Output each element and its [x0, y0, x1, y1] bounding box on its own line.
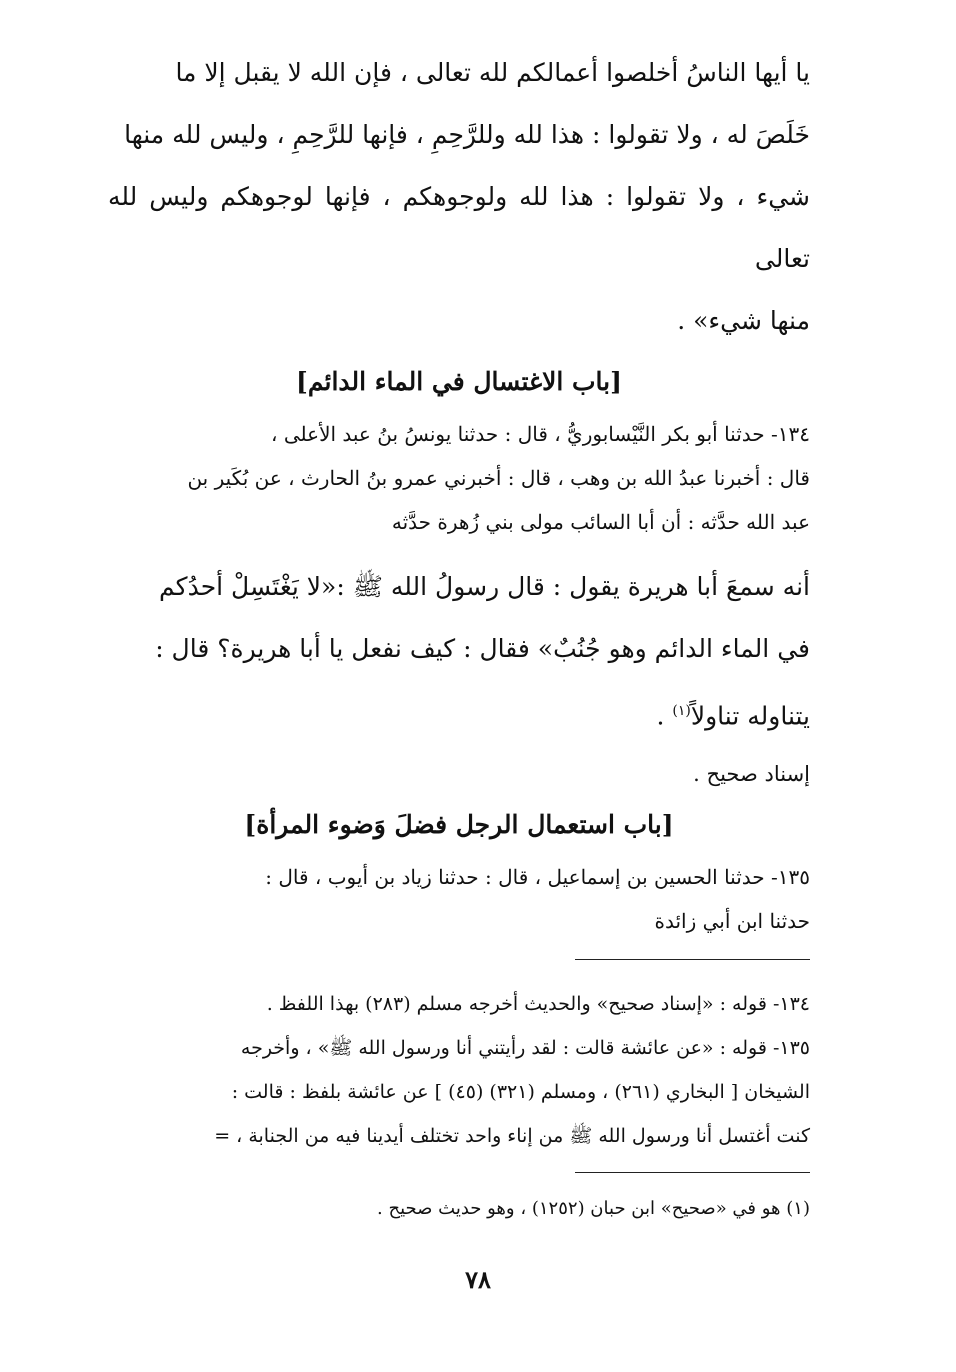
footnote-ref: (١) — [672, 703, 691, 719]
matn-134 — [108, 556, 810, 747]
text-line: ١٣٤- قوله : «إسناد صحيح» والحديث أخرجه مسلم (٢٨٣) بهذا اللفظ . — [266, 993, 810, 1016]
text-line: أنه سمعَ أبا هريرة يقول : قال رسولُ الله ﷺ :«لا يَغْتَسِلْ أحدُكم — [159, 572, 810, 601]
text-span: يتناوله تناولاً — [690, 701, 810, 731]
isnad-grade: إسناد صحيح . — [693, 762, 810, 787]
chapter-heading: [باب استعمال الرجل فضلَ وَضوء المرأة] — [244, 810, 674, 840]
page-number: ٧٨ — [465, 1265, 491, 1294]
isnad-134 — [108, 412, 810, 544]
text-line: ١٣٤- حدثنا أبو بكر النَّيْسابوريُّ ، قال : حدثنا يونسُ بنُ عبد الأعلى ، — [271, 422, 810, 446]
commentary-notes — [108, 982, 810, 1158]
text-line: شيء ، ولا تقولوا : هذا لله ولوجوهكم ، فإنها لوجوهكم وليس لله تعالى — [108, 182, 810, 273]
text-line: ١٣٥- قوله : «عن عائشة قالت : لقد رأيتني أنا ورسول الله ﷺ» ، وأخرجه — [240, 1037, 810, 1060]
text-line: قال : أخبرنا عبدُ الله بن وهب ، قال : أخبرني عمرو بنُ الحارث ، عن بُكَير بن — [187, 466, 810, 490]
separator-line — [575, 1172, 810, 1173]
text-line: حدثنا ابن أبي زائدة — [654, 909, 810, 934]
text-line — [108, 680, 810, 747]
text-line: خَلَصَ له ، ولا تقولوا : هذا لله وللرَّحِمِ ، فإنها للرَّحِمِ ، وليس لله منها — [124, 120, 810, 149]
text-line: الشيخان [ البخاري (٢٦١) ، ومسلم (٣٢١) (٤٥) ] عن عائشة بلفظ : قالت : — [231, 1081, 810, 1104]
footnote: (١) هو في «صحيح» ابن حبان (١٢٥٢) ، وهو حديث صحيح . — [377, 1198, 810, 1220]
isnad-135 — [108, 855, 810, 943]
separator-line — [575, 959, 810, 960]
text-line: عبد الله حدَّثه : أن أبا السائب مولى بني زُهرة حدَّثه — [391, 510, 810, 534]
text-line: كنت أغتسل أنا ورسول الله ﷺ من إناء واحد تختلف أيدينا فيه من الجنابة ، = — [214, 1125, 810, 1148]
book-page — [108, 40, 810, 1231]
text-line: يا أيها الناسُ أخلصوا أعمالكم لله تعالى ، فإن الله لا يقبل إلا ما — [175, 58, 810, 87]
text-span: . — [656, 701, 673, 731]
text-line: في الماء الدائم وهو جُنُبٌ» فقال : كيف نفعل يا أبا هريرة؟ قال : — [155, 634, 810, 663]
chapter-heading: [باب الاغتسال في الماء الدائم] — [296, 367, 622, 396]
top-paragraph — [108, 42, 810, 352]
text-line: ١٣٥- حدثنا الحسين بن إسماعيل ، قال : حدثنا زياد بن أيوب ، قال : — [265, 865, 810, 890]
text-line: منها شيء» . — [677, 306, 810, 335]
